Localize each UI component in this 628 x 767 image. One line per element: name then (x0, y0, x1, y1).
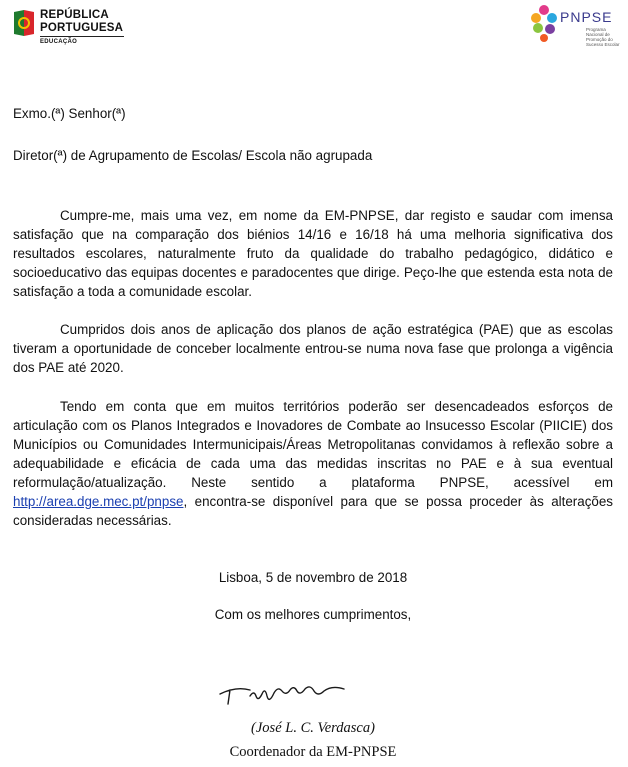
logo-divider (40, 36, 124, 37)
logo-text-portuguesa: PORTUGUESA (40, 22, 124, 34)
pnpse-logo-name: PNPSE (560, 9, 613, 25)
logo-text-educacao: EDUCAÇÃO (40, 39, 78, 45)
recipient-line: Diretor(ª) de Agrupamento de Escolas/ Escola não agrupada (13, 148, 373, 163)
paragraph-3 (13, 397, 613, 530)
paragraph-2: Cumpridos dois anos de aplicação dos planos de ação estratégica (PAE) que as escolas tiveram a oportunidade de conceber localmente entrou-se numa nova fase que prolonga a vigência dos PAE até 2020. (13, 322, 613, 375)
place-date: Lisboa, 5 de novembro de 2018 (218, 570, 408, 585)
pnpse-platform-link[interactable]: http://area.dge.mec.pt/pnpse (13, 494, 184, 509)
paragraph-3-text-end: , encontra-se disponível para que se possa proceder às alterações consideradas necessárias. (13, 494, 613, 528)
closing-greeting: Com os melhores cumprimentos, (214, 607, 412, 622)
handwritten-signature (216, 680, 386, 712)
portuguese-flag-icon (12, 8, 36, 38)
pnpse-logo-subtitle: Programa Nacional de Promoção do Sucesso Escolar (586, 27, 620, 47)
pnpse-logo (530, 2, 622, 52)
republica-portuguesa-logo (12, 6, 132, 50)
signatory-role: Coordenador da EM-PNPSE (229, 744, 397, 760)
salutation: Exmo.(ª) Senhor(ª) (13, 106, 126, 121)
pnpse-flower-icon (530, 2, 564, 48)
signatory-name: (José L. C. Verdasca) (251, 720, 375, 736)
logo-text-republica: REPÚBLICA (40, 9, 109, 21)
paragraph-3-text-start: Tendo em conta que em muitos territórios poderão ser desencadeados esforços de articulação com os Planos Integrados e Inovadores de Combate ao Insucesso Escolar (PIICIE) dos Municípios ou Comunidades Intermunicipais/Áreas Metropolitanas convidamos à reflexão sobre a adequabilidade e eficácia de cada uma das medidas inscritas no PAE e à sua eventual reformulação/atualização. Neste sentido a plataforma PNPSE, acessível em (13, 399, 613, 490)
paragraph-1: Cumpre-me, mais uma vez, em nome da EM-PNPSE, dar registo e saudar com imensa satisfação que na comparação dos biénios 14/16 e 16/18 há uma melhoria significativa dos resultados escolares, naturalmente fruto da qualidade do trabalho pedagógico, didático e socioeducativo das equipas docentes e paradocentes que dirige. Peço-lhe que estenda esta nota de satisfação a toda a comunidade escolar. (13, 208, 613, 299)
